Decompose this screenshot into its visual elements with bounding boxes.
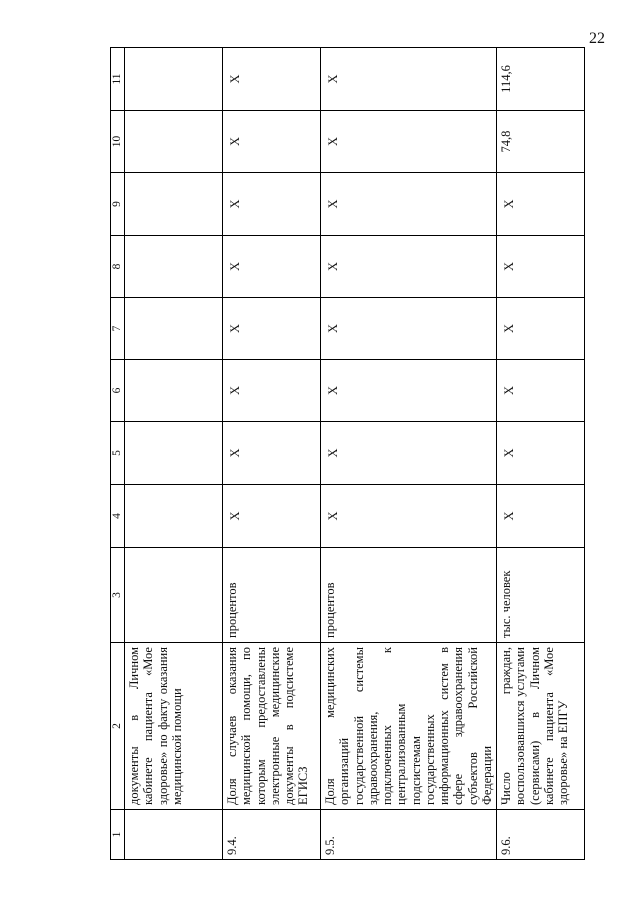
rotated-table-content [110,48,570,860]
value-col-10 [125,111,223,173]
value-col-9: Х [321,173,497,236]
value-col-10: 74,8 [497,111,585,173]
unit-of-measure: процентов [321,548,497,643]
value-col-10: Х [223,111,321,173]
value-col-6 [125,360,223,422]
value-col-7 [125,298,223,360]
table-row [497,48,585,860]
table-row [321,48,497,860]
page-number: 22 [589,30,605,47]
column-number-8: 8 [111,236,125,298]
value-col-11: 114,6 [497,48,585,111]
value-col-6: Х [223,360,321,422]
column-number-11: 11 [111,48,125,111]
table-row [223,48,321,860]
indicators-table [110,47,585,860]
value-col-6: Х [497,360,585,422]
value-col-5 [125,422,223,485]
value-col-8: Х [497,236,585,298]
value-col-7: Х [321,298,497,360]
table-row [125,48,223,860]
unit-of-measure: тыс. человек [497,548,585,643]
row-number [125,810,223,860]
value-col-7: Х [223,298,321,360]
value-col-4: Х [497,485,585,548]
rotated-table-frame [110,48,570,860]
value-col-4: Х [321,485,497,548]
row-number: 9.6. [497,810,585,860]
column-number-2: 2 [111,643,125,810]
table-body [111,48,585,860]
value-col-8: Х [321,236,497,298]
value-col-11 [125,48,223,111]
column-number-5: 5 [111,422,125,485]
column-number-3: 3 [111,548,125,643]
row-number: 9.5. [321,810,497,860]
column-number-10: 10 [111,111,125,173]
value-col-11: Х [321,48,497,111]
value-col-7: Х [497,298,585,360]
value-col-4 [125,485,223,548]
value-col-8 [125,236,223,298]
column-number-9: 9 [111,173,125,236]
value-col-6: Х [321,360,497,422]
value-col-5: Х [321,422,497,485]
value-col-9 [125,173,223,236]
indicator-description: Доля случаев оказания медицинской помощи, по которым предоставлены электронные медицинские документы в подсистеме ЕГИСЗ [223,643,321,810]
indicator-description: документы в Личном кабинете пациента «Мое здоровье» по факту оказания медицинской помощи [125,643,223,810]
column-number-row [111,48,125,860]
column-number-4: 4 [111,485,125,548]
value-col-11: Х [223,48,321,111]
indicator-description: Доля медицинских организаций государственной системы здравоохранения, подключенных к централизованным подсистемам государственных информационных систем в сфере здравоохранения субъектов Российской Федерации [321,643,497,810]
indicator-description: Число граждан, воспользовавшихся услугами (сервисами) в Личном кабинете пациента «Мое здоровье» на ЕПГУ [497,643,585,810]
unit-of-measure [125,548,223,643]
column-number-7: 7 [111,298,125,360]
value-col-9: Х [223,173,321,236]
value-col-10: Х [321,111,497,173]
column-number-6: 6 [111,360,125,422]
row-number: 9.4. [223,810,321,860]
value-col-9: Х [497,173,585,236]
column-number-1: 1 [111,810,125,860]
value-col-5: Х [497,422,585,485]
value-col-4: Х [223,485,321,548]
value-col-8: Х [223,236,321,298]
unit-of-measure: процентов [223,548,321,643]
value-col-5: Х [223,422,321,485]
